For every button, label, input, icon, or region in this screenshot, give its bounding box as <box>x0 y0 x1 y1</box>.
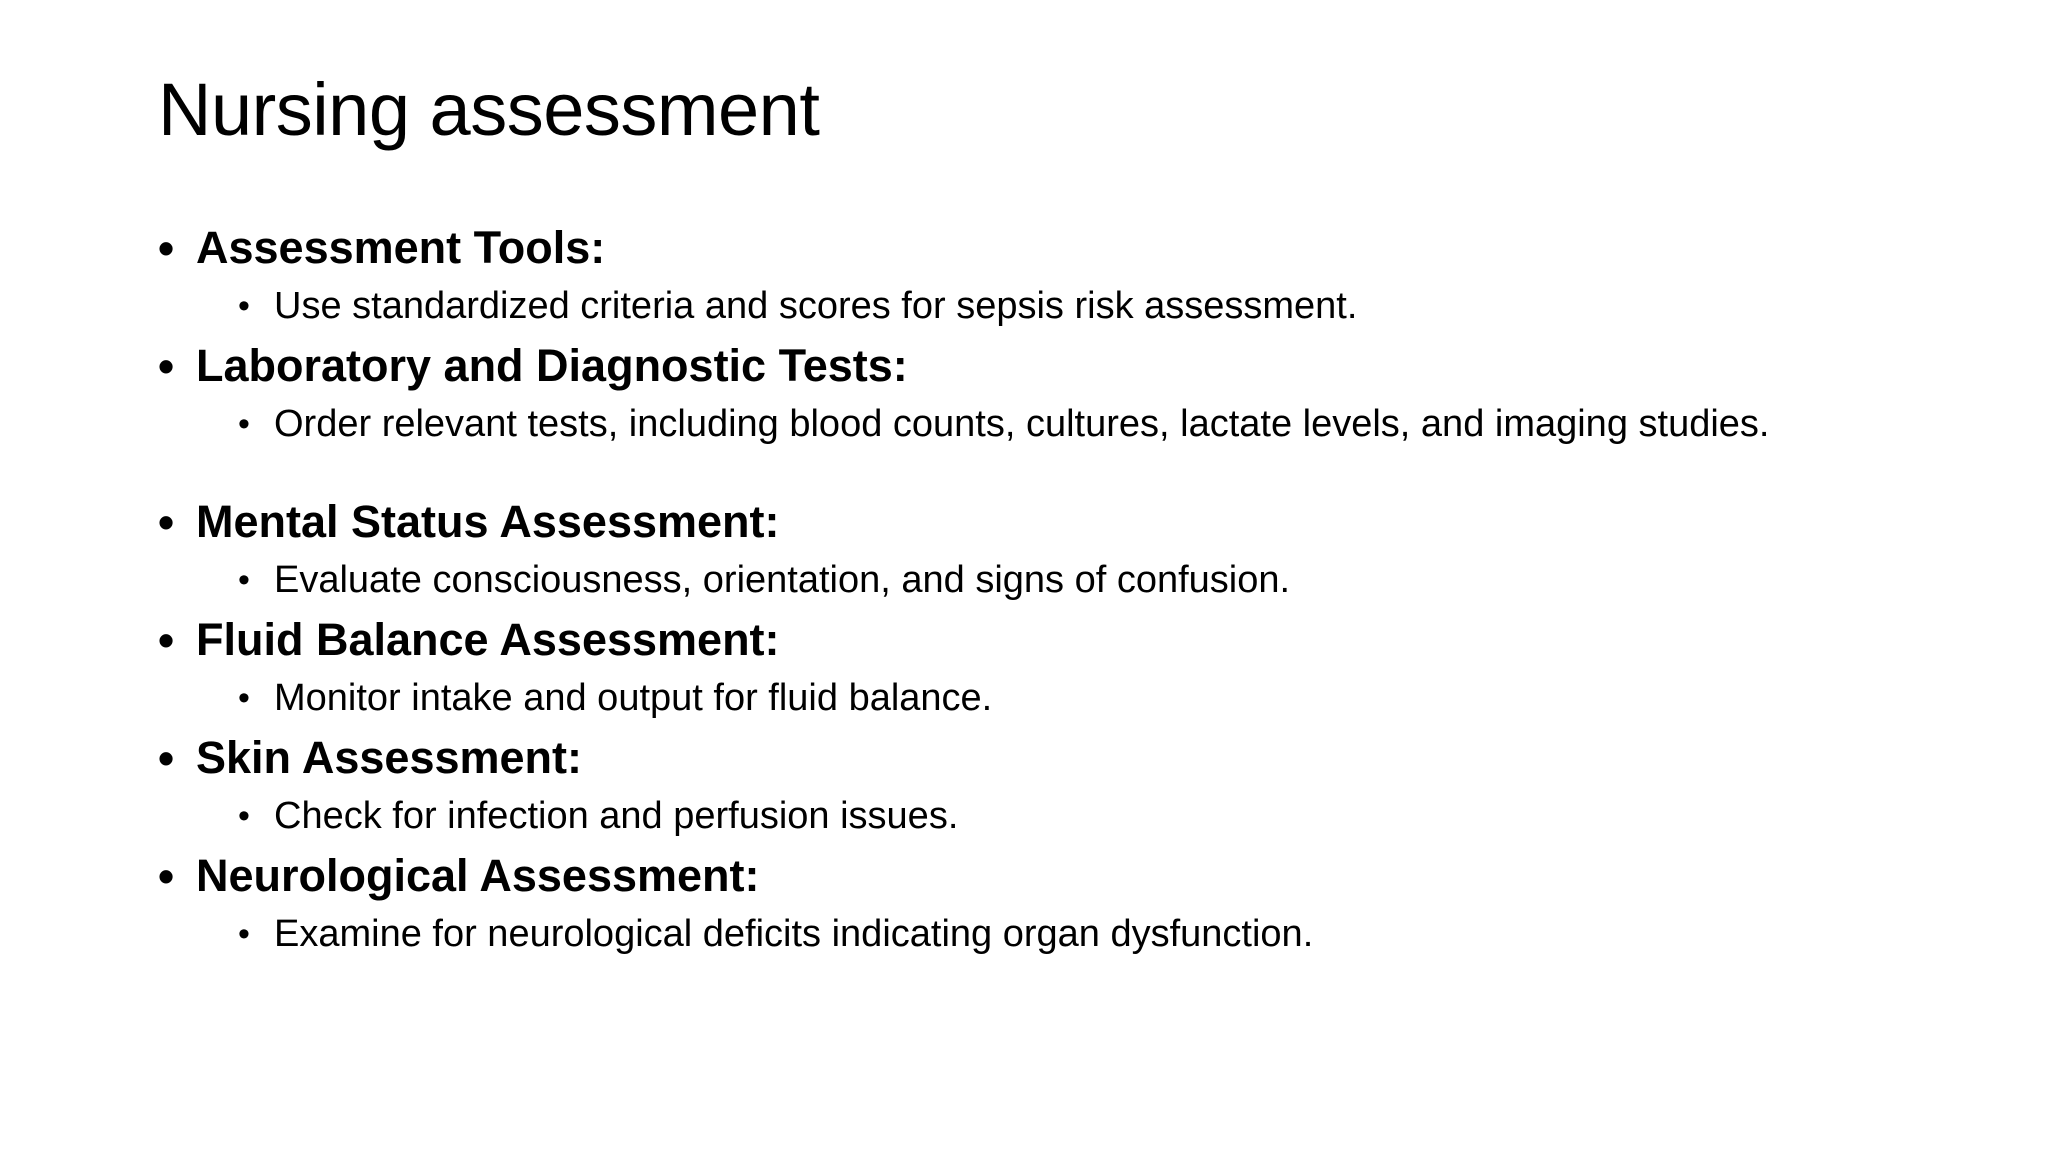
sub-item <box>158 908 1898 962</box>
bullet-icon: • <box>238 797 250 835</box>
section-heading: Skin Assessment: <box>196 732 582 783</box>
bullet-icon: • <box>158 850 175 902</box>
section-skin-assessment <box>158 726 1898 844</box>
sub-item <box>158 280 1898 334</box>
section-heading: Neurological Assessment: <box>196 850 760 901</box>
sub-list <box>158 908 1898 962</box>
section-heading: Fluid Balance Assessment: <box>196 614 780 665</box>
section-neurological-assessment <box>158 844 1898 962</box>
section-heading: Laboratory and Diagnostic Tests: <box>196 340 908 391</box>
sub-item-text: Examine for neurological deficits indicating organ dysfunction. <box>274 913 1314 955</box>
section-assessment-tools <box>158 216 1898 334</box>
bullet-icon: • <box>158 222 175 274</box>
sub-item-text: Monitor intake and output for fluid balance. <box>274 677 993 719</box>
slide-title: Nursing assessment <box>158 68 820 151</box>
section-heading-row <box>158 490 1898 554</box>
bullet-icon: • <box>238 405 250 443</box>
section-mental-status <box>158 490 1898 608</box>
bullet-icon: • <box>158 732 175 784</box>
sub-list <box>158 672 1898 726</box>
bullet-icon: • <box>158 496 175 548</box>
bullet-icon: • <box>238 561 250 599</box>
section-heading-row <box>158 726 1898 790</box>
section-heading-row <box>158 608 1898 672</box>
sub-item <box>158 790 1898 844</box>
section-heading-row <box>158 844 1898 908</box>
sub-item-text: Use standardized criteria and scores for sepsis risk assessment. <box>274 285 1358 327</box>
sub-item-text: Check for infection and perfusion issues. <box>274 795 959 837</box>
section-laboratory-tests <box>158 334 1898 490</box>
sub-list <box>158 280 1898 334</box>
bullet-icon: • <box>238 915 250 953</box>
sub-list <box>158 554 1898 608</box>
sub-item-text: Order relevant tests, including blood counts, cultures, lactate levels, and imaging studies. <box>274 403 1770 445</box>
sub-item <box>158 398 1898 490</box>
sub-item-text: Evaluate consciousness, orientation, and signs of confusion. <box>274 559 1291 601</box>
section-fluid-balance <box>158 608 1898 726</box>
bullet-icon: • <box>158 614 175 666</box>
sub-item <box>158 672 1898 726</box>
bullet-list <box>158 216 1898 962</box>
bullet-icon: • <box>238 287 250 325</box>
section-heading-row <box>158 216 1898 280</box>
bullet-icon: • <box>238 679 250 717</box>
sub-list <box>158 398 1898 490</box>
sub-list <box>158 790 1898 844</box>
section-heading: Mental Status Assessment: <box>196 496 780 547</box>
section-heading: Assessment Tools: <box>196 222 606 273</box>
bullet-icon: • <box>158 340 175 392</box>
sub-item <box>158 554 1898 608</box>
section-heading-row <box>158 334 1898 398</box>
